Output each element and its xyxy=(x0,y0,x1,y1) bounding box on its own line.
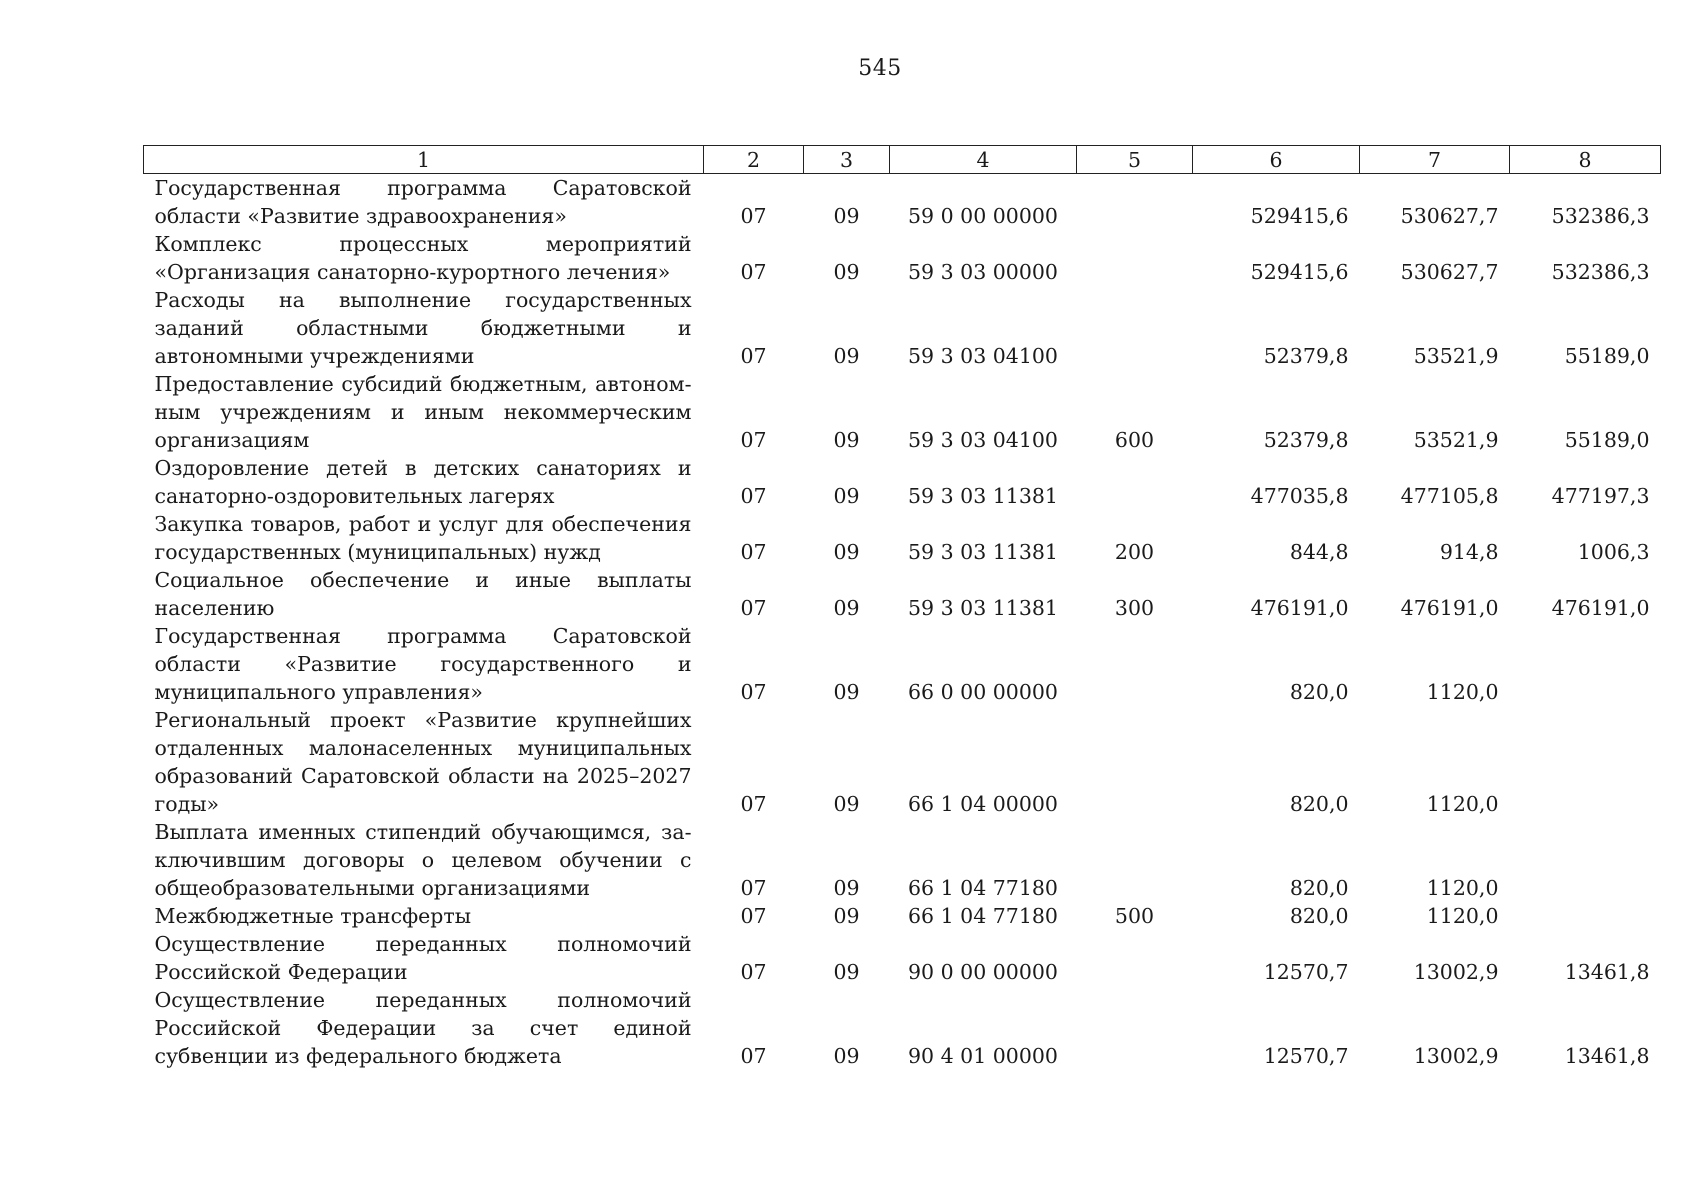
subsection-code: 09 xyxy=(833,876,860,900)
amount-year-1: 52379,8 xyxy=(1263,344,1349,368)
target-article-code: 59 3 03 11381 xyxy=(908,540,1058,564)
amount-year-1: 844,8 xyxy=(1289,540,1349,564)
header-cell-4: 4 xyxy=(890,146,1077,174)
amount-year-1: 52379,8 xyxy=(1263,428,1349,452)
header-cell-6: 6 xyxy=(1193,146,1360,174)
header-cell-1: 1 xyxy=(144,146,704,174)
target-article-code: 59 3 03 04100 xyxy=(908,428,1058,452)
section-code: 07 xyxy=(740,596,767,620)
amount-year-1: 476191,0 xyxy=(1250,596,1349,620)
amount-year-3 xyxy=(1510,622,1661,706)
table-row xyxy=(144,370,1661,454)
amount-year-2: 1120,0 xyxy=(1426,792,1499,816)
expense-type-code: 600 xyxy=(1114,428,1155,452)
row-name: Осуществление переданных полномочий Российской Федерации xyxy=(154,932,692,984)
subsection-code: 09 xyxy=(833,540,860,564)
amount-year-3: 532386,3 xyxy=(1551,260,1650,284)
subsection-code: 09 xyxy=(833,260,860,284)
subsection-code: 09 xyxy=(833,792,860,816)
table-row xyxy=(144,818,1661,902)
header-cell-5: 5 xyxy=(1077,146,1193,174)
amount-year-2: 53521,9 xyxy=(1413,344,1499,368)
header-cell-8: 8 xyxy=(1510,146,1661,174)
expense-type-code xyxy=(1077,230,1193,286)
header-cell-7: 7 xyxy=(1360,146,1510,174)
section-code: 07 xyxy=(740,540,767,564)
target-article-code: 66 1 04 00000 xyxy=(908,792,1058,816)
row-name: Государственная программа Саратовской области «Развитие государственного и муниципального управления» xyxy=(154,624,692,704)
header-cell-2: 2 xyxy=(704,146,804,174)
amount-year-1: 820,0 xyxy=(1289,904,1349,928)
amount-year-2: 13002,9 xyxy=(1413,960,1499,984)
table-row xyxy=(144,622,1661,706)
table-row xyxy=(144,230,1661,286)
row-name: Выплата именных стипендий обучающимся, заключившим договоры о целевом обучении с общеобразовательными организациями xyxy=(154,820,692,900)
amount-year-2: 914,8 xyxy=(1439,540,1499,564)
expense-type-code xyxy=(1077,986,1193,1070)
subsection-code: 09 xyxy=(833,428,860,452)
amount-year-2: 530627,7 xyxy=(1400,204,1499,228)
amount-year-3: 13461,8 xyxy=(1564,1044,1650,1068)
expense-type-code xyxy=(1077,930,1193,986)
amount-year-2: 477105,8 xyxy=(1400,484,1499,508)
expense-type-code xyxy=(1077,286,1193,370)
target-article-code: 59 3 03 00000 xyxy=(908,260,1058,284)
subsection-code: 09 xyxy=(833,596,860,620)
amount-year-1: 529415,6 xyxy=(1250,260,1349,284)
table-row xyxy=(144,930,1661,986)
section-code: 07 xyxy=(740,484,767,508)
section-code: 07 xyxy=(740,792,767,816)
section-code: 07 xyxy=(740,428,767,452)
page-number: 545 xyxy=(858,56,902,81)
amount-year-2: 476191,0 xyxy=(1400,596,1499,620)
row-name: Региональный проект «Развитие крупнейших отдаленных малонаселенных муниципальных образований Саратовской области на 2025–2027 годы» xyxy=(154,708,692,816)
section-code: 07 xyxy=(740,960,767,984)
table-row xyxy=(144,174,1661,231)
amount-year-2: 1120,0 xyxy=(1426,904,1499,928)
row-name: Закупка товаров, работ и услуг для обеспечения государственных (муниципальных) нужд xyxy=(154,512,692,564)
amount-year-3: 1006,3 xyxy=(1577,540,1650,564)
expense-type-code xyxy=(1077,454,1193,510)
expense-type-code: 300 xyxy=(1114,596,1155,620)
amount-year-2: 1120,0 xyxy=(1426,876,1499,900)
row-name: Комплекс процессных мероприятий «Организация санаторно-курортного лечения» xyxy=(154,232,692,284)
target-article-code: 59 3 03 11381 xyxy=(908,484,1058,508)
expense-type-code xyxy=(1077,706,1193,818)
amount-year-3: 55189,0 xyxy=(1564,344,1650,368)
row-name: Расходы на выполнение государственных заданий областными бюджетными и автономными учреждениями xyxy=(154,288,692,368)
amount-year-3: 477197,3 xyxy=(1551,484,1650,508)
section-code: 07 xyxy=(740,204,767,228)
target-article-code: 66 1 04 77180 xyxy=(908,876,1058,900)
subsection-code: 09 xyxy=(833,344,860,368)
amount-year-3: 55189,0 xyxy=(1564,428,1650,452)
amount-year-1: 12570,7 xyxy=(1263,960,1349,984)
target-article-code: 59 3 03 04100 xyxy=(908,344,1058,368)
expense-type-code: 500 xyxy=(1114,904,1155,928)
expense-type-code xyxy=(1077,622,1193,706)
target-article-code: 66 0 00 00000 xyxy=(908,680,1058,704)
section-code: 07 xyxy=(740,904,767,928)
row-name: Оздоровление детей в детских санаториях и санаторно-оздоровительных лагерях xyxy=(154,456,692,508)
target-article-code: 59 3 03 11381 xyxy=(908,596,1058,620)
amount-year-3: 13461,8 xyxy=(1564,960,1650,984)
amount-year-1: 477035,8 xyxy=(1250,484,1349,508)
section-code: 07 xyxy=(740,680,767,704)
table-row xyxy=(144,986,1661,1070)
amount-year-1: 529415,6 xyxy=(1250,204,1349,228)
row-name: Предоставление субсидий бюджетным, автономным учреждениям и иным некоммерческим организациям xyxy=(154,372,692,452)
subsection-code: 09 xyxy=(833,1044,860,1068)
header-row xyxy=(144,146,1661,174)
amount-year-1: 820,0 xyxy=(1289,680,1349,704)
section-code: 07 xyxy=(740,344,767,368)
table-row xyxy=(144,286,1661,370)
row-name: Осуществление переданных полномочий Российской Федерации за счет единой субвенции из федерального бюджета xyxy=(154,988,692,1068)
row-name: Государственная программа Саратовской области «Развитие здравоохранения» xyxy=(154,176,692,228)
header-cell-3: 3 xyxy=(804,146,890,174)
row-name: Социальное обеспечение и иные выплаты населению xyxy=(154,568,692,620)
amount-year-2: 530627,7 xyxy=(1400,260,1499,284)
target-article-code: 59 0 00 00000 xyxy=(908,204,1058,228)
table-row xyxy=(144,510,1661,566)
amount-year-2: 13002,9 xyxy=(1413,1044,1499,1068)
subsection-code: 09 xyxy=(833,680,860,704)
target-article-code: 66 1 04 77180 xyxy=(908,904,1058,928)
section-code: 07 xyxy=(740,876,767,900)
amount-year-1: 820,0 xyxy=(1289,876,1349,900)
expense-type-code xyxy=(1077,818,1193,902)
subsection-code: 09 xyxy=(833,484,860,508)
amount-year-3 xyxy=(1510,818,1661,902)
row-name: Межбюджетные трансферты xyxy=(154,904,472,928)
section-code: 07 xyxy=(740,260,767,284)
subsection-code: 09 xyxy=(833,960,860,984)
amount-year-3: 532386,3 xyxy=(1551,204,1650,228)
amount-year-2: 53521,9 xyxy=(1413,428,1499,452)
table-row xyxy=(144,566,1661,622)
expense-type-code xyxy=(1077,174,1193,231)
table-row xyxy=(144,706,1661,818)
amount-year-3 xyxy=(1510,706,1661,818)
amount-year-3: 476191,0 xyxy=(1551,596,1650,620)
section-code: 07 xyxy=(740,1044,767,1068)
amount-year-1: 12570,7 xyxy=(1263,1044,1349,1068)
table-row xyxy=(144,454,1661,510)
table-row xyxy=(144,902,1661,930)
expense-type-code: 200 xyxy=(1114,540,1155,564)
budget-table xyxy=(143,145,1661,1070)
amount-year-2: 1120,0 xyxy=(1426,680,1499,704)
subsection-code: 09 xyxy=(833,204,860,228)
amount-year-1: 820,0 xyxy=(1289,792,1349,816)
subsection-code: 09 xyxy=(833,904,860,928)
target-article-code: 90 4 01 00000 xyxy=(908,1044,1058,1068)
amount-year-3 xyxy=(1510,902,1661,930)
target-article-code: 90 0 00 00000 xyxy=(908,960,1058,984)
